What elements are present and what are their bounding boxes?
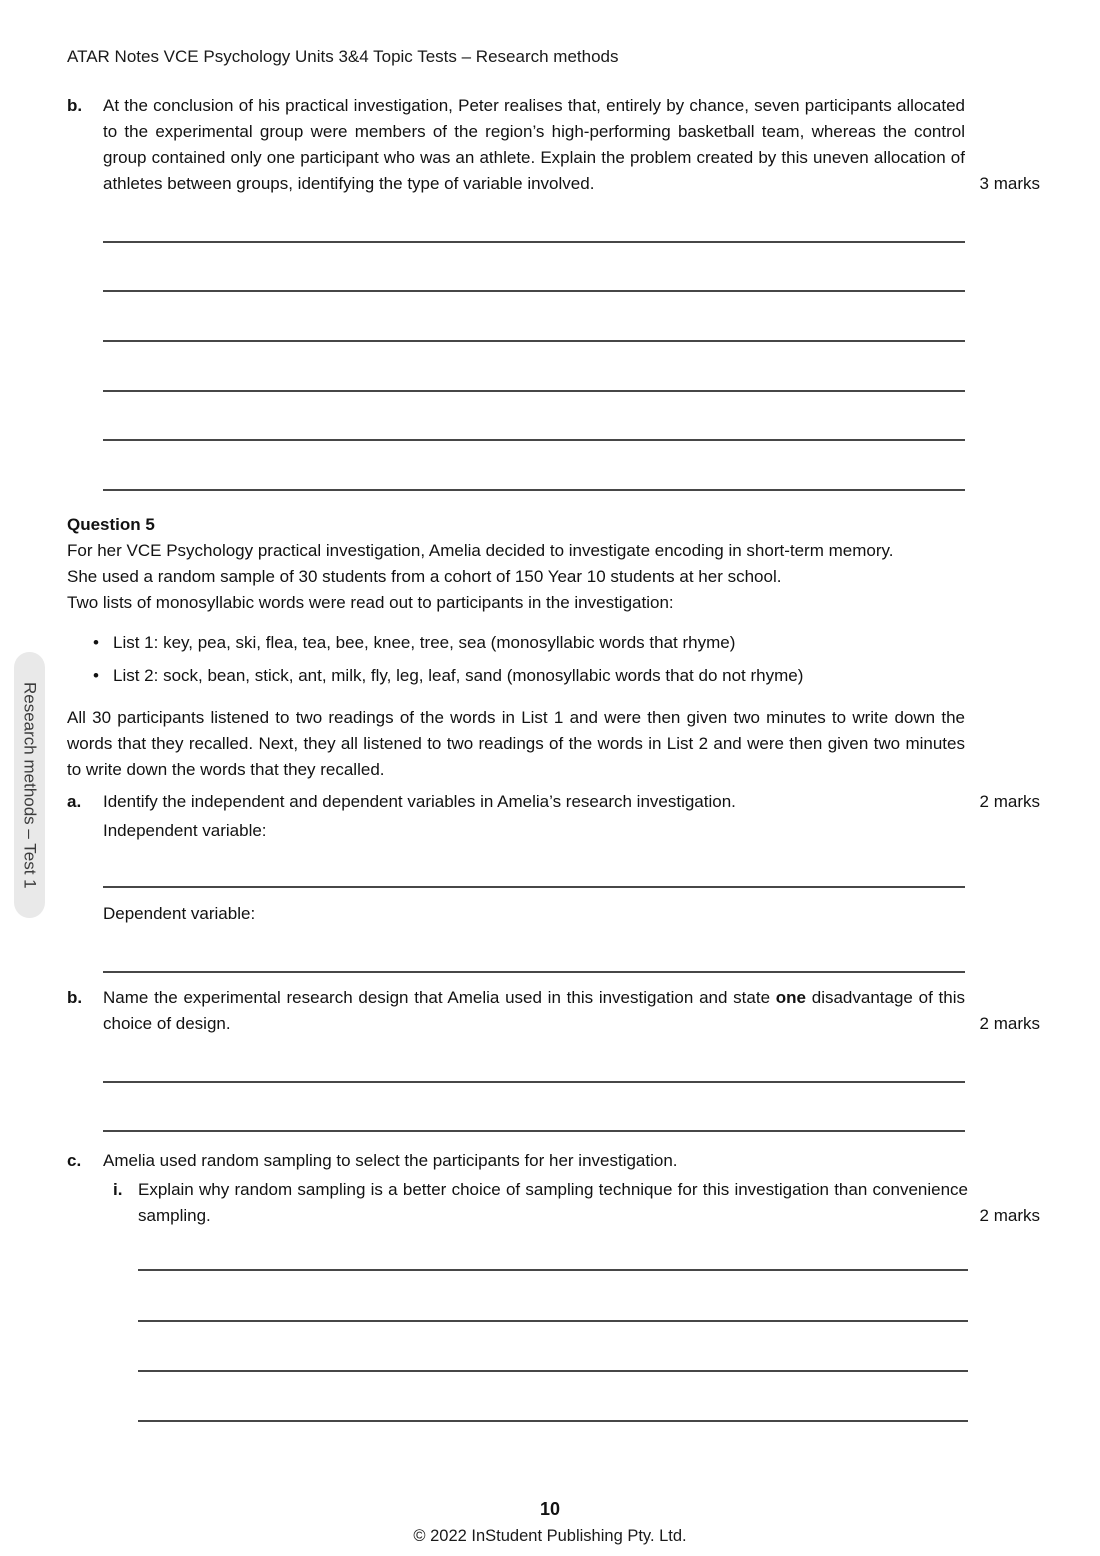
question-4b-marks: 3 marks xyxy=(979,174,1040,193)
question-5c xyxy=(67,1148,1040,1174)
intro-line: Two lists of monosyllabic words were read out to participants in the investigation: xyxy=(67,593,674,612)
question-5b-label: b. xyxy=(67,988,83,1007)
answer-line xyxy=(103,439,965,441)
question-5b xyxy=(67,985,1040,1037)
question-4b-label: b. xyxy=(67,96,83,115)
question-5c-i-text: Explain why random sampling is a better choice of sampling technique for this investigation than convenience sampling. xyxy=(138,1180,968,1225)
answer-line xyxy=(103,489,965,491)
question-5a-label: a. xyxy=(67,792,82,811)
answer-line xyxy=(103,241,965,243)
dependent-variable-label: Dependent variable: xyxy=(103,904,256,923)
question-5b-text: Name the experimental research design that Amelia used in this investigation and state one disadvantage of this choice of design. xyxy=(103,988,965,1033)
copyright-notice: © 2022 InStudent Publishing Pty. Ltd. xyxy=(413,1527,687,1545)
sidebar-tab-label: Research methods – Test 1 xyxy=(20,681,40,889)
question-5c-i-label: i. xyxy=(113,1180,123,1199)
list-1-text: List 1: key, pea, ski, flea, tea, bee, knee, tree, sea (monosyllabic words that rhyme) xyxy=(113,633,736,652)
question-5c-text: Amelia used random sampling to select the participants for her investigation. xyxy=(103,1151,678,1170)
question-5b-marks: 2 marks xyxy=(979,1014,1040,1033)
independent-variable-label: Independent variable: xyxy=(103,821,267,840)
question-4b-text: At the conclusion of his practical investigation, Peter realises that, entirely by chance, seven participants allocated to the experimental group were members of the region’s high-performing basketball team, whereas the control group contained only one participant who was an athlete. Explain the problem created by this uneven allocation of athletes between groups, identifying the type of variable involved. xyxy=(103,96,965,193)
page-number: 10 xyxy=(539,1499,561,1519)
answer-line xyxy=(138,1269,968,1271)
question-4b xyxy=(67,93,1040,197)
answer-line xyxy=(103,1130,965,1132)
answer-line xyxy=(103,390,965,392)
question-5a-text: Identify the independent and dependent variables in Amelia’s research investigation. xyxy=(103,792,736,811)
page-header: ATAR Notes VCE Psychology Units 3&4 Topic Tests – Research methods xyxy=(67,47,619,66)
bullet-icon: • xyxy=(93,666,99,685)
word-lists xyxy=(67,630,965,696)
question-5-heading: Question 5 xyxy=(67,515,155,534)
question-5-procedure: All 30 participants listened to two readings of the words in List 1 and were then given two minutes to write down the words that they recalled. Next, they all listened to two readings of the words in List 2 and were then given two minutes to write down the words that they recalled. xyxy=(67,708,965,779)
answer-line xyxy=(138,1320,968,1322)
answer-line xyxy=(138,1370,968,1372)
dependent-variable-row xyxy=(67,901,1040,927)
answer-line xyxy=(103,290,965,292)
answer-line xyxy=(138,1420,968,1422)
question-5c-label: c. xyxy=(67,1151,82,1170)
list-2-text: List 2: sock, bean, stick, ant, milk, fly, leg, leaf, sand (monosyllabic words that do not rhyme) xyxy=(113,666,804,685)
question-5a-marks: 2 marks xyxy=(979,792,1040,811)
list-item xyxy=(67,663,965,689)
answer-line xyxy=(103,1081,965,1083)
sidebar-tab-research-methods-test-1 xyxy=(14,652,45,918)
answer-line xyxy=(103,886,965,888)
answer-line xyxy=(103,971,965,973)
intro-line: For her VCE Psychology practical investigation, Amelia decided to investigate encoding in short-term memory. xyxy=(67,541,894,560)
intro-line: She used a random sample of 30 students from a cohort of 150 Year 10 students at her school. xyxy=(67,567,782,586)
bullet-icon: • xyxy=(93,633,99,652)
question-5c-i xyxy=(113,1177,1040,1229)
question-5a xyxy=(67,789,1040,844)
question-5-intro xyxy=(67,538,965,616)
bold-word-one: one xyxy=(775,988,806,1007)
answer-line xyxy=(103,340,965,342)
list-item xyxy=(67,630,965,656)
question-5c-i-marks: 2 marks xyxy=(979,1206,1040,1225)
